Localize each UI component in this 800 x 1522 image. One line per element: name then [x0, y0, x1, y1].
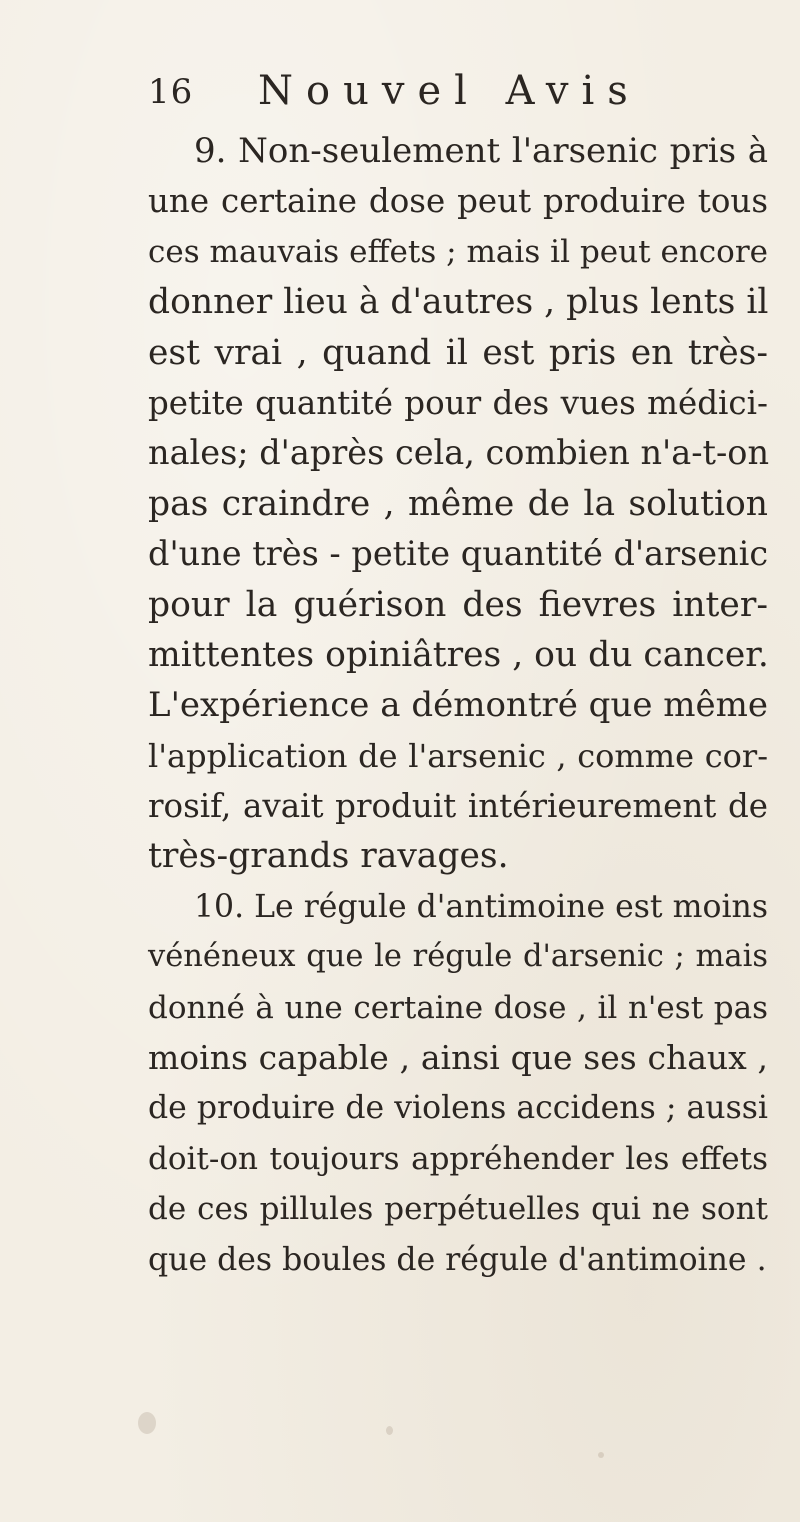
body-text [148, 126, 768, 1285]
text-line: petite quantité pour des vues médici- [148, 383, 768, 422]
text-line: est vrai , quand il est pris en très- [148, 332, 768, 373]
paragraph-10 [148, 882, 768, 1285]
text-line: 9. Non-seulement l'arsenic pris à [194, 131, 768, 171]
text-line: mittentes opiniâtres , ou du cancer. [148, 634, 769, 675]
text-line: doit-on toujours appréhender les effets [148, 1140, 768, 1177]
text-line: 10. Le régule d'antimoine est moins [194, 888, 768, 925]
text-line: vénéneux que le régule d'arsenic ; mais [148, 939, 768, 975]
text-line: de ces pillules perpétuelles qui ne sont [148, 1191, 768, 1228]
text-line: de produire de violens accidens ; aussi [148, 1090, 768, 1127]
text-line: rosif, avait produit intérieurement de [148, 787, 768, 826]
ink-spot [598, 1452, 604, 1458]
page-header [148, 68, 768, 118]
text-line: pour la guérison des fievres inter- [148, 584, 768, 625]
text-line: une certaine dose peut produire tous [148, 182, 768, 221]
text-line: nales; d'après cela, combien n'a-t-on [148, 433, 770, 473]
paragraph-9 [148, 126, 768, 882]
text-line: très-grands ravages. [148, 836, 509, 877]
running-title: Nouvel Avis [258, 68, 641, 114]
page-number: 16 [148, 72, 194, 112]
text-line: L'expérience a démontré que même [148, 685, 768, 726]
text-line: que des boules de régule d'antimoine . [148, 1241, 767, 1278]
ink-spot [386, 1426, 393, 1435]
text-line: moins capable , ainsi que ses chaux , [148, 1038, 768, 1078]
ink-spot [138, 1412, 156, 1434]
text-line: donner lieu à d'autres , plus lents il [148, 282, 769, 323]
text-line: pas craindre , même de la solution [148, 483, 768, 524]
text-line: l'application de l'arsenic , comme cor- [148, 736, 768, 775]
text-line: d'une très - petite quantité d'arsenic [148, 534, 769, 574]
text-line: donné à une certaine dose , il n'est pas [148, 989, 768, 1026]
text-line: ces mauvais effets ; mais il peut encore [148, 233, 768, 270]
